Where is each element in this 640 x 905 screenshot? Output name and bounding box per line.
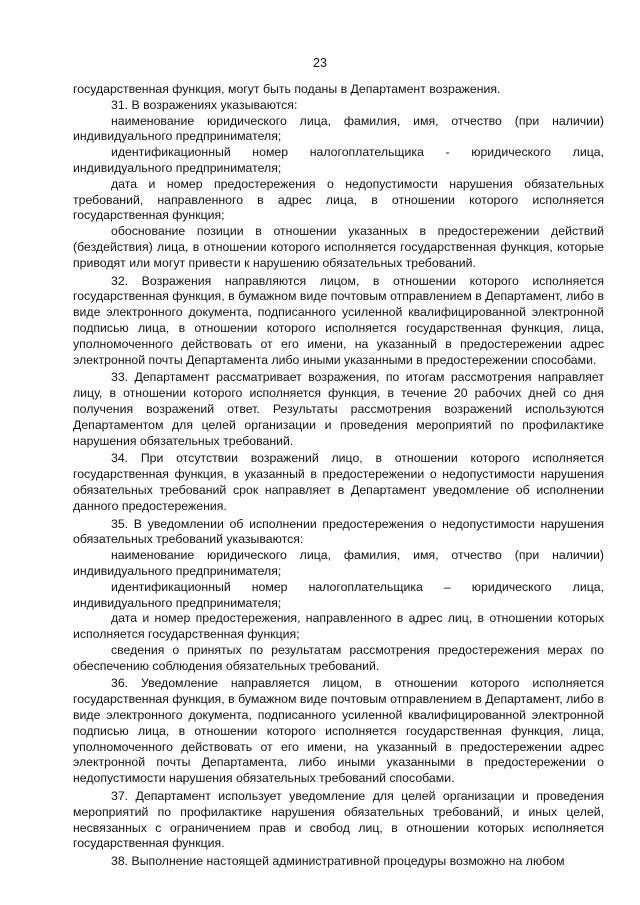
page-number: 23 [313, 56, 327, 70]
paragraph-36: 36. Уведомление направляется лицом, в отношении которого исполняется государственная функция, в бумажном виде почтовым отправлением в Департамент, либо в виде электронного документа, подписанного усиленной квалифицированной электронной подписью лица, в отношении которого исполняется государственная функция, лица, уполномоченного действовать от его имени, на указанный в предостережении адрес электронной почты Департамента, либо иными указанными в предостережении о недопустимости нарушения обязательных требований способами. [73, 676, 604, 786]
paragraph-37: 37. Департамент использует уведомление для целей организации и проведения мероприятий по профилактике нарушения обязательных требований, и иных целей, несвязанных с ограничением прав и свобод лиц, в отношении которых исполняется государственная функция. [73, 789, 604, 851]
list-item-name-2: наименование юридического лица, фамилия, имя, отчество (при наличии) индивидуального предпринимателя; [73, 548, 604, 578]
paragraph-32: 32. Возражения направляются лицом, в отношении которого исполняется государственная функция, в бумажном виде почтовым отправлением в Департамент, либо в виде электронного документа, подписанного усиленной квалифицированной электронной подписью лица, в отношении которого исполняется государственная функция, лица, уполномоченного действовать от его имени, на указанный в предостережении адрес электронной почты Департамента либо иными указанными в предостережении способами. [73, 273, 604, 367]
paragraph-38: 38. Выполнение настоящей административной процедуры возможно на любом [111, 854, 565, 869]
list-item-inn: идентификационный номер налогоплательщика - юридического лица, индивидуального предпринимателя; [73, 145, 604, 175]
list-item-name: наименование юридического лица, фамилия, имя, отчество (при наличии) индивидуального предпринимателя; [73, 113, 604, 144]
list-item-justification: обоснование позиции в отношении указанных в предостережении действий (бездействия) лица, в отношении которого исполняется государственная функция, которые приводят или могут привести к нарушению обязательных требований. [73, 224, 604, 270]
document-body [73, 82, 604, 870]
paragraph-continuation: государственная функция, могут быть поданы в Департамент возражения. [73, 82, 501, 96]
list-item-measures: сведения о принятых по результатам рассмотрения предостережения мерах по обеспечению соблюдения обязательных требований. [73, 642, 604, 673]
list-item-warning-date-number: дата и номер предостережения о недопустимости нарушения обязательных требований, направленного в адрес лица, в отношении которого исполняется государственная функция; [73, 176, 604, 223]
list-item-inn-2: идентификационный номер налогоплательщика – юридического лица, индивидуального предпринимателя; [73, 579, 604, 610]
paragraph-33: 33. Департамент рассматривает возражения, по итогам рассмотрения направляет лицу, в отношении которого исполняется функция, в течение 20 рабочих дней со дня получения возражений ответ. Результаты рассмотрения возражений используются Департаментом для целей организации и проведения мероприятий по профилактике нарушения обязательных требований. [73, 370, 604, 448]
paragraph-34: 34. При отсутствии возражений лицо, в отношении которого исполняется государственная функция, в указанный в предостережении о недопустимости нарушения обязательных требований срок направляет в Департамент уведомление об исполнении данного предостережения. [73, 451, 604, 513]
paragraph-31: 31. В возражениях указываются: [111, 97, 298, 112]
list-item-warning-date-number-2: дата и номер предостережения, направленного в адрес лиц, в отношении которых исполняется государственная функция; [73, 611, 604, 642]
paragraph-35: 35. В уведомлении об исполнении предостережения о недопустимости нарушения обязательных требований указываются: [73, 516, 604, 547]
